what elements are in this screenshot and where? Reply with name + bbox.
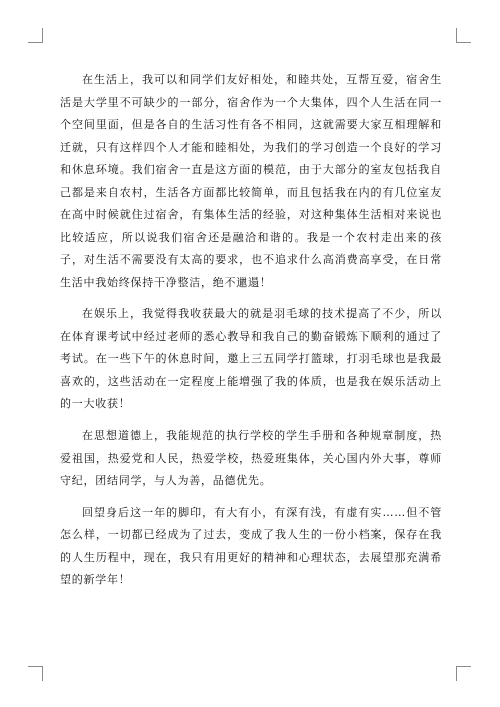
crop-mark-bottom-right (456, 666, 471, 681)
crop-mark-top-right (456, 28, 471, 43)
paragraph-entertainment: 在娱乐上，我觉得我收获最大的就是羽毛球的技术提高了不少，所以在体育课考试中经过老师的悉心教导和我自己的勤奋锻炼下顺利的通过了考试。在一些下午的休息时间，邀上三五同学打篮球，打羽毛球也是我最喜欢的，这些活动在一定程度上能增强了我的体质，也是我在娱乐活动上的一大收获！ (60, 307, 442, 411)
paragraph-review: 回望身后这一年的脚印，有大有小，有深有浅，有虚有实……但不管怎么样，一切都已经成为了过去，变成了我人生的一份小档案，保存在我的人生历程中，现在，我只有用更好的精神和心理状态，去展望那充满希望的新学年！ (60, 505, 442, 587)
crop-mark-bottom-left (28, 666, 43, 681)
paragraph-life: 在生活上，我可以和同学们友好相处，和睦共处，互帮互爱，宿舍生活是大学里不可缺少的一部分，宿舍作为一个大集体，四个人生活在同一个空间里面，但是各自的生活习性有各不相同，这就需要大家互相理解和迁就，只有这样四个人才能和睦相处，为我们的学习创造一个良好的学习和休息环境。我们宿舍一直是这方面的模范，由于大部分的室友包括我自己都是来自农村，生活各方面都比较简单，而且包括我在内的有几位室友在高中时候就住过宿舍，有集体生活的经验，对这种集体生活相对来说也比较适应，所以说我们宿舍还是融洽和谐的。我是一个农村走出来的孩子，对生活不需要没有太高的要求，也不追求什么高消费高享受，在日常生活中我始终保持干净整洁，绝不邋遢！ (60, 73, 442, 289)
crop-mark-top-left (28, 28, 43, 43)
paragraph-morality: 在思想道德上，我能规范的执行学校的学生手册和各种规章制度，热爱祖国，热爱党和人民，热爱学校，热爱班集体，关心国内外大事，尊师守纪，团结同学，与人为善，品德优先。 (60, 429, 442, 488)
body-text (60, 69, 442, 601)
